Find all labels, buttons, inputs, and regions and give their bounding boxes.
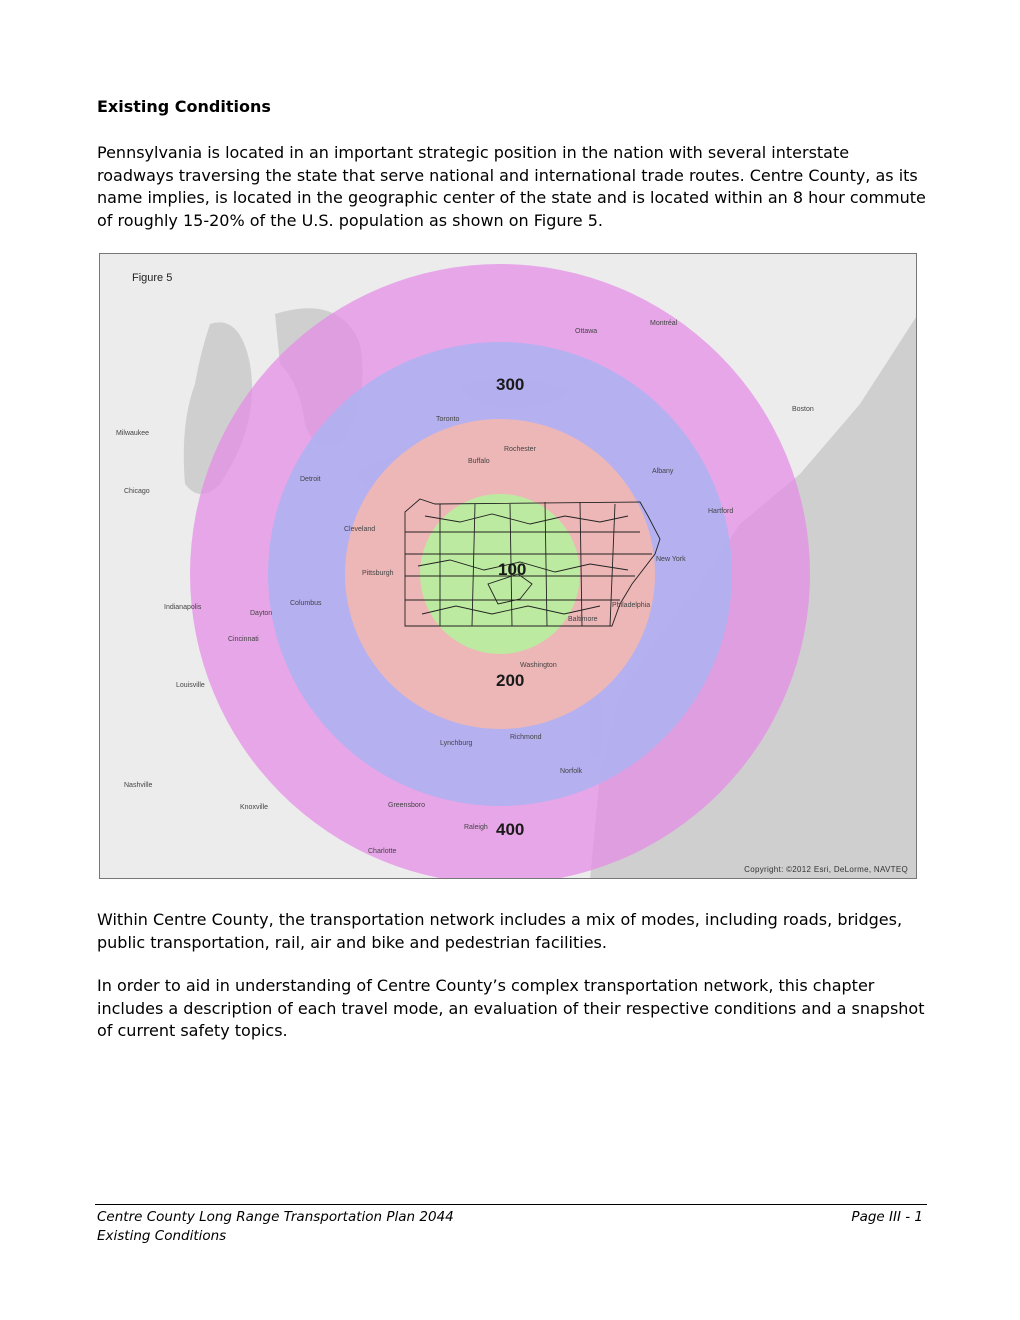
chapter-paragraph: In order to aid in understanding of Centre County’s complex transportation network, this chapter includes a description of each travel mode, an evaluation of their respective conditions and a snapshot of current safety topics. [97, 976, 925, 1040]
city-label: Louisville [176, 682, 205, 689]
map-copyright: Copyright: ©2012 Esri, DeLorme, NAVTEQ [744, 865, 908, 874]
city-label: Cleveland [344, 526, 376, 533]
footer-divider [95, 1204, 927, 1205]
city-label: Buffalo [468, 458, 490, 465]
ring-100-label: 100 [498, 560, 527, 579]
city-label: Ottawa [575, 328, 598, 335]
city-label: Norfolk [560, 768, 583, 775]
city-label: Charlotte [368, 848, 397, 855]
city-label: Columbus [290, 600, 322, 607]
city-label: Nashville [124, 782, 153, 789]
city-label: Milwaukee [116, 430, 150, 437]
city-label: Cincinnati [228, 636, 259, 643]
city-label: Albany [652, 468, 674, 475]
ring-200-label: 200 [496, 671, 525, 690]
figure-label: Figure 5 [132, 272, 173, 284]
intro-paragraph: Pennsylvania is located in an important strategic position in the nation with several interstate roadways traversing the state that serve national and international trade routes. Centre County, as its name implies, is located in the geographic center of the state and is located within an 8 hour commute of roughly 15-20% of the U.S. population as shown on Figure 5. [97, 143, 926, 230]
city-label: Montréal [650, 320, 678, 327]
city-label: Washington [520, 662, 557, 669]
city-label: Philadelphia [612, 602, 651, 609]
footer-left [97, 1208, 454, 1246]
city-label: Lynchburg [440, 740, 473, 747]
ring-300-label: 300 [496, 375, 525, 394]
city-label: Boston [792, 406, 814, 413]
city-label: Dayton [250, 610, 273, 617]
network-paragraph: Within Centre County, the transportation network includes a mix of modes, including roads, bridges, public transportation, rail, air and bike and pedestrian facilities. [97, 910, 903, 952]
city-label: Rochester [504, 446, 536, 453]
footer-subtitle: Existing Conditions [97, 1228, 227, 1244]
city-label: Raleigh [464, 824, 488, 831]
section-heading: Existing Conditions [97, 97, 271, 116]
city-label: Toronto [436, 416, 460, 423]
city-label: Pittsburgh [362, 570, 394, 577]
city-label: Baltimore [568, 616, 598, 623]
city-label: New York [656, 556, 686, 563]
footer-title: Centre County Long Range Transportation Plan 2044 [97, 1209, 454, 1225]
city-label: Indianapolis [164, 604, 202, 611]
footer-page-number: Page III - 1 [851, 1209, 923, 1225]
city-label: Richmond [510, 734, 542, 741]
ring-400-label: 400 [496, 820, 525, 839]
city-label: Hartford [708, 508, 734, 515]
city-label: Greensboro [388, 802, 425, 809]
city-label: Knoxville [240, 804, 269, 811]
figure-5-map [99, 253, 917, 879]
city-label: Detroit [300, 476, 321, 483]
city-label: Chicago [124, 488, 150, 495]
